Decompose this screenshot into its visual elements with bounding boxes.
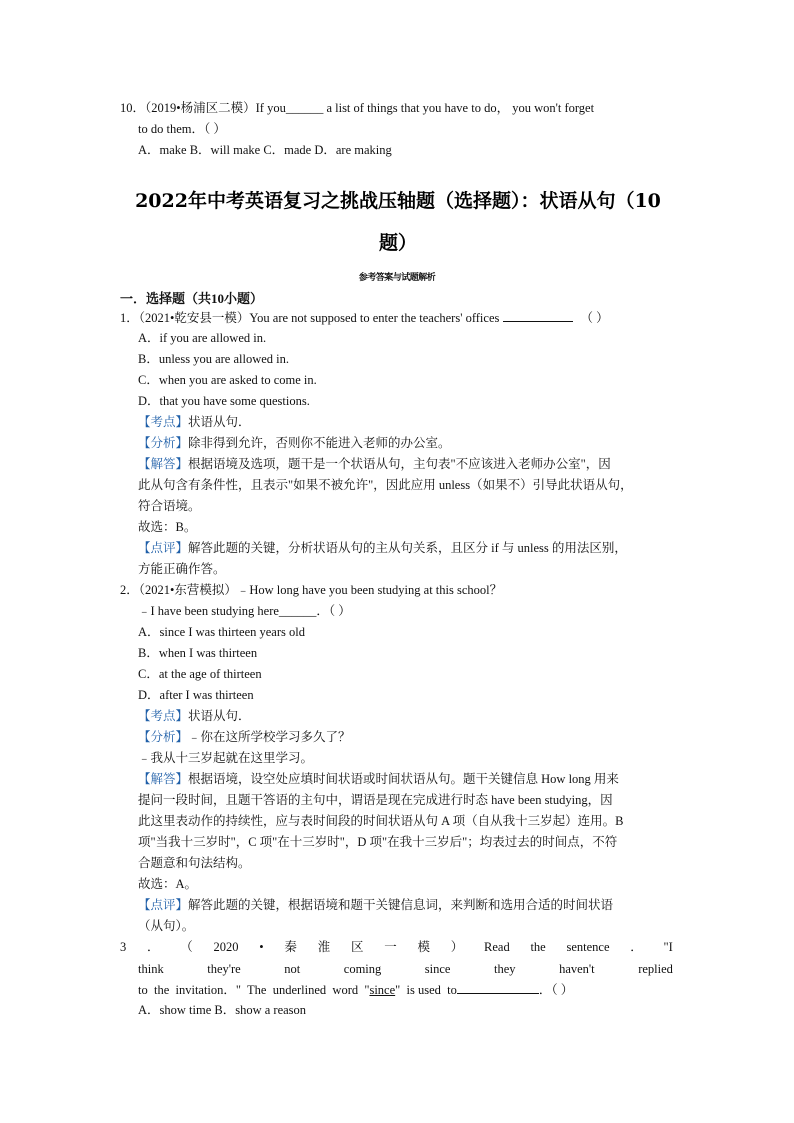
q3-stem-line2 — [138, 961, 673, 977]
q2-jieda-line4: 项"当我十三岁时"，C 项"在十三岁时"，D 项"在我十三岁后"；均表过去的时间点，不符 — [138, 835, 618, 849]
q3-options: A．show time B．show a reason — [138, 1003, 307, 1017]
q2-jieda-line1 — [138, 771, 619, 787]
q3-row1-word: 淮 — [317, 940, 331, 954]
q3-row2-word: coming — [343, 962, 382, 976]
q1-jieda-line2: 此从句含有条件性，且表示"如果不被允许"，因此应用 unless（如果不）引导此状语从句， — [138, 478, 633, 492]
q2-kaodian-text: 状语从句． — [188, 709, 251, 723]
q1-stem-text: 1．（2021•乾安县一模）You are not supposed to enter the teachers' offices — [120, 311, 503, 325]
q2-stem-line2: ﹣I have been studying here______．（ ） — [138, 604, 351, 618]
q3-row1-word: 模 — [417, 940, 430, 954]
q1-option-d: D．that you have some questions. — [138, 394, 310, 408]
q10-stem-line2: to do them．（ ） — [138, 122, 226, 136]
q2-answer: 故选：A。 — [138, 877, 198, 891]
q2-dianping-line1 — [138, 897, 613, 913]
q3-row1-word: ） — [450, 940, 464, 954]
q2-option-d: D．after I was thirteen — [138, 688, 254, 702]
q1-dianping-tag: 【点评】 — [138, 541, 189, 555]
q1-option-a: A．if you are allowed in. — [138, 331, 267, 345]
q3-row2-word: since — [424, 962, 451, 976]
q3-row2-word: they — [494, 962, 516, 976]
q2-kaodian — [138, 708, 251, 724]
q2-option-b: B．when I was thirteen — [138, 646, 258, 660]
q3-row2-word: not — [284, 962, 301, 976]
q10-stem-line1: 10．（2019•杨浦区二模）If you______ a list of things that you have to do， you won't forget — [120, 101, 595, 115]
q3-answer-blank — [457, 981, 539, 994]
q2-fenxi-tag: 【分析】 — [138, 730, 189, 744]
q1-answer-blank — [503, 309, 573, 322]
q2-jieda-tag: 【解答】 — [138, 772, 189, 786]
q1-option-b: B．unless you are allowed in. — [138, 352, 290, 366]
q1-kaodian — [138, 414, 251, 430]
q10-options: A．make B．will make C．made D．are making — [138, 143, 392, 157]
q1-dianping-line1 — [138, 540, 627, 556]
q1-dianping-text1: 解答此题的关键，分析状语从句的主从句关系，且区分 if 与 unless 的用法区别， — [188, 541, 627, 555]
q3-line3-text-b: " is used to — [395, 983, 457, 997]
q1-fenxi-text: 除非得到允许，否则你不能进入老师的办公室。 — [188, 436, 451, 450]
q2-kaodian-tag: 【考点】 — [138, 709, 189, 723]
q2-dianping-line2: （从句）。 — [138, 919, 195, 933]
q3-row1-word: 区 — [350, 940, 364, 954]
q1-dianping-line2: 方能正确作答。 — [138, 562, 226, 576]
section-heading: 一．选择题（共10小题） — [120, 291, 264, 306]
q2-jieda-line5: 合题意和句法结构。 — [138, 856, 251, 870]
q1-option-c: C．when you are asked to come in. — [138, 373, 317, 387]
q3-line3-text-a: to the invitation．" The underlined word " — [138, 983, 370, 997]
q1-kaodian-text: 状语从句． — [188, 415, 251, 429]
q1-answer: 故选：B。 — [138, 520, 197, 534]
q3-row1-word: 3 — [120, 940, 127, 954]
q3-stem-line1 — [120, 939, 673, 955]
q3-row1-word: 2020 — [213, 940, 239, 954]
q3-row1-word: "I — [663, 940, 673, 954]
q1-jieda-line3: 符合语境。 — [138, 499, 201, 513]
q3-row1-word: 秦 — [284, 940, 297, 954]
q1-kaodian-tag: 【考点】 — [138, 415, 189, 429]
q3-row1-word: the — [530, 940, 546, 954]
q3-row1-word: （ — [180, 940, 193, 954]
q3-row1-word: sentence — [566, 940, 610, 954]
q2-jieda-line3: 此这里表动作的持续性，应与表时间段的时间状语从句 A 项（自从我十三岁起）连用。B — [138, 814, 624, 828]
q3-row1-word: • — [259, 940, 264, 954]
q3-row1-word: 一 — [384, 940, 397, 954]
q2-fenxi-line2: ﹣我从十三岁起就在这里学习。 — [138, 751, 314, 765]
q2-jieda-text1: 根据语境，设空处应填时间状语或时间状语从句。题干关键信息 How long 用来 — [188, 772, 619, 786]
q1-stem-paren: （ ） — [580, 311, 609, 325]
q1-jieda-tag: 【解答】 — [138, 457, 189, 471]
q3-underlined-word: since — [369, 983, 396, 997]
q1-jieda-line1 — [138, 456, 611, 472]
q3-row1-word: Read — [484, 940, 510, 954]
q2-dianping-tag: 【点评】 — [138, 898, 189, 912]
q3-line3-text-c: ．（ ） — [538, 983, 574, 997]
document-title-line2: 题） — [378, 232, 417, 254]
q3-row2-word: haven't — [559, 962, 595, 976]
q2-stem-line1: 2．（2021•东营模拟）﹣How long have you been studying at this school？ — [120, 583, 503, 597]
q3-row1-word: ． — [630, 940, 643, 954]
q2-fenxi-text1: ﹣你在这所学校学习多久了？ — [188, 730, 351, 744]
q2-jieda-line2: 提问一段时间，且题干答语的主句中，谓语是现在完成进行时态 have been studying，因 — [138, 793, 613, 807]
q1-fenxi — [138, 435, 451, 451]
q3-row2-word: replied — [638, 962, 673, 976]
answer-subtitle: 参考答案与试题解析 — [358, 272, 436, 282]
q2-option-a: A．since I was thirteen years old — [138, 625, 305, 639]
q1-fenxi-tag: 【分析】 — [138, 436, 189, 450]
q1-stem — [120, 309, 609, 326]
q2-dianping-text1: 解答此题的关键，根据语境和题干关键信息词，来判断和选用合适的时间状语 — [188, 898, 614, 912]
q2-fenxi-line1 — [138, 729, 351, 745]
q1-jieda-text1: 根据语境及选项，题干是一个状语从句，主句表"不应该进入老师办公室"，因 — [188, 457, 611, 471]
q3-row2-word: think — [138, 962, 164, 976]
q3-row2-word: they're — [207, 962, 241, 976]
q2-option-c: C．at the age of thirteen — [138, 667, 262, 681]
q3-row1-word: ． — [147, 940, 160, 954]
q3-stem-line3 — [138, 981, 573, 998]
document-title-line1: 2022年中考英语复习之挑战压轴题（选择题）：状语从句（10 — [135, 190, 661, 212]
